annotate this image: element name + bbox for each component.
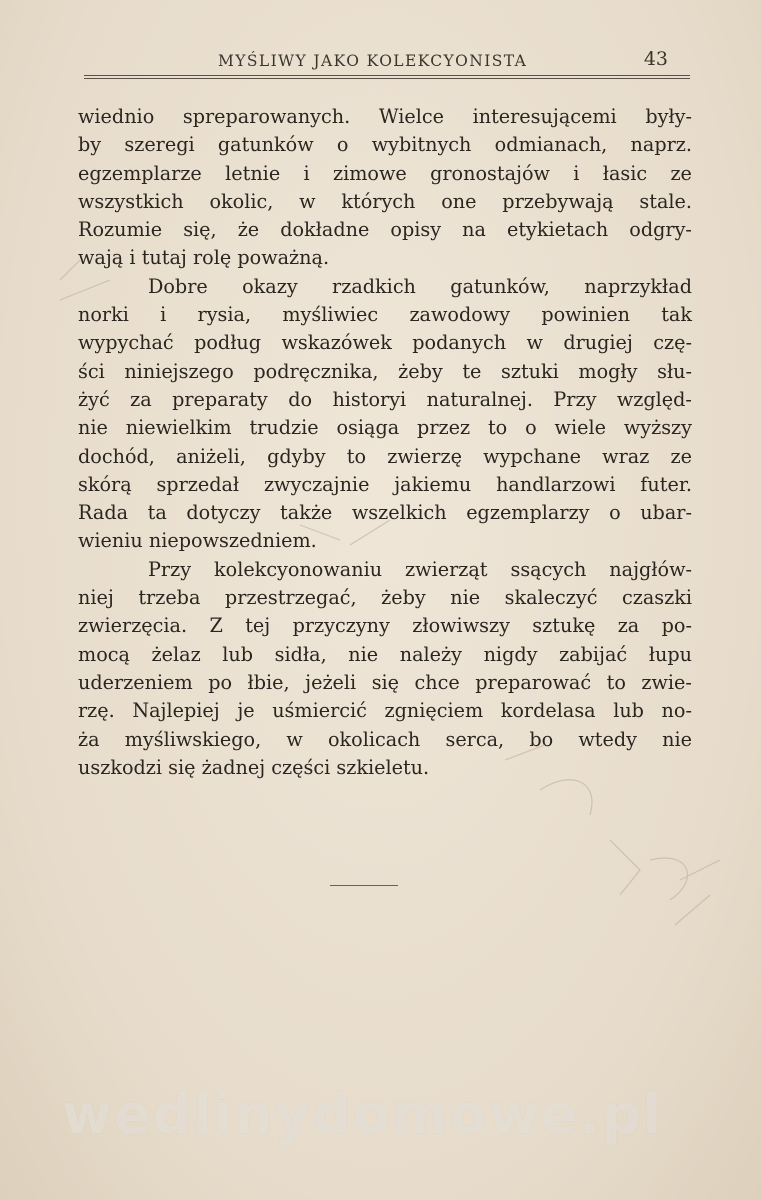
word: powinien — [541, 303, 630, 327]
page-number: 43 — [643, 48, 668, 70]
word: naprzykład — [584, 274, 692, 298]
word: ża — [78, 727, 100, 751]
word: rzadkich — [332, 274, 416, 298]
word: zawodowy — [409, 303, 511, 327]
word: ści — [78, 359, 105, 383]
word: Przy — [148, 557, 192, 581]
word: bo — [529, 727, 554, 751]
word: żeby — [381, 586, 426, 610]
word: wyższy — [623, 416, 692, 440]
text-line — [78, 697, 692, 725]
word: nigdy — [483, 642, 538, 666]
word: egzemplarzy — [466, 501, 590, 525]
word: których — [341, 189, 416, 213]
word: ssących — [510, 557, 587, 581]
word: historyi — [332, 387, 407, 411]
stamp-stroke — [650, 858, 687, 900]
text-line — [78, 584, 692, 612]
word: mocą — [78, 642, 130, 666]
word: aniżeli, — [176, 444, 246, 468]
text-line — [78, 188, 692, 216]
word: skaleczyć — [504, 586, 598, 610]
word: podręcznika, — [253, 359, 379, 383]
word: chce — [414, 670, 460, 694]
word: i — [303, 161, 310, 185]
word: handlarzowi — [496, 472, 616, 496]
word: żadnej — [201, 755, 266, 779]
word: dochód, — [78, 444, 155, 468]
stamp-stroke — [675, 895, 710, 925]
word: by — [78, 133, 102, 157]
word: rzę. — [78, 699, 115, 723]
text-line — [78, 386, 692, 414]
word: i — [573, 161, 580, 185]
word: najgłów- — [609, 557, 692, 581]
running-title: MYŚLIWY JAKO KOLEKCYONISTA — [218, 52, 528, 70]
word: etykietach — [506, 218, 609, 242]
word: łupu — [648, 642, 692, 666]
word: za — [617, 614, 640, 638]
text-line — [78, 612, 692, 640]
word: naturalnej. — [426, 387, 533, 411]
word: za — [130, 387, 152, 411]
word: części — [271, 755, 331, 779]
word: ze — [670, 444, 692, 468]
word: sztuki — [501, 359, 559, 383]
word: kordelasa — [500, 699, 596, 723]
word: że — [237, 218, 260, 242]
text-line — [78, 358, 692, 386]
word: okazy — [242, 274, 298, 298]
word: ze — [670, 161, 692, 185]
word: odmianach, — [494, 133, 608, 157]
word: do — [288, 387, 313, 411]
word: wszelkich — [351, 501, 447, 525]
word: Najlepiej — [132, 699, 220, 723]
word: w — [526, 331, 543, 355]
word: zabijać — [559, 642, 628, 666]
word: one — [441, 189, 477, 213]
text-line — [78, 244, 692, 272]
word: sprzedał — [156, 472, 240, 496]
word: opisy — [390, 218, 442, 242]
text-line — [78, 527, 692, 555]
body-text — [78, 103, 692, 782]
word: poważną. — [237, 246, 330, 270]
word: się, — [183, 218, 217, 242]
word: wają — [78, 246, 124, 270]
text-line — [78, 273, 692, 301]
word: myśliwiec — [282, 303, 379, 327]
word: zimowe — [332, 161, 407, 185]
word: wtedy — [578, 727, 637, 751]
word: wszystkich — [78, 189, 184, 213]
word: przez — [417, 416, 471, 440]
word: no- — [661, 699, 692, 723]
text-line — [78, 641, 692, 669]
word: przyczyny — [292, 614, 390, 638]
stamp-stroke — [540, 780, 592, 815]
text-line — [78, 754, 692, 782]
word: letnie — [225, 161, 281, 185]
word: sztukę — [532, 614, 596, 638]
word: gatunków — [217, 133, 314, 157]
word: rysia, — [197, 303, 252, 327]
word: szkieletu. — [336, 755, 430, 779]
word: przestrzegać, — [224, 586, 357, 610]
text-line — [78, 669, 692, 697]
word: interesującemi — [472, 105, 617, 128]
word: czaszki — [621, 586, 692, 610]
word: Dobre — [148, 274, 208, 298]
word: żelaz — [151, 642, 201, 666]
word: w — [299, 189, 316, 213]
word: wypchane — [483, 444, 581, 468]
word: uszkodzi — [78, 755, 163, 779]
header-rule — [84, 75, 690, 79]
word: zwierzę — [387, 444, 462, 468]
word: okolicach — [328, 727, 421, 751]
word: łbie, — [247, 670, 290, 694]
text-line — [78, 216, 692, 244]
word: także — [280, 501, 333, 525]
word: nie — [78, 416, 108, 440]
word: spreparowanych. — [182, 105, 351, 128]
word: lub — [222, 642, 254, 666]
word: dokładne — [280, 218, 370, 242]
word: zwyczajnie — [263, 472, 370, 496]
word: o — [336, 133, 349, 157]
text-line — [78, 103, 692, 131]
word: zgnięciem — [384, 699, 484, 723]
page-header — [80, 48, 692, 74]
word: preparaty — [172, 387, 268, 411]
word: zwierzęcia. — [78, 614, 188, 638]
word: były- — [645, 105, 692, 128]
word: mogły — [578, 359, 638, 383]
word: stale. — [639, 189, 692, 213]
word: należy — [399, 642, 462, 666]
text-line — [78, 131, 692, 159]
word: słu- — [657, 359, 692, 383]
word: lub — [613, 699, 644, 723]
word: nie — [450, 586, 481, 610]
word: rolę — [193, 246, 232, 270]
word: niej — [78, 586, 114, 610]
word: naprz. — [630, 133, 692, 157]
word: te — [462, 359, 482, 383]
word: osiąga — [336, 416, 400, 440]
word: drugiej — [563, 331, 633, 355]
section-end-rule — [330, 885, 398, 886]
word: nie — [348, 642, 379, 666]
stamp-stroke — [610, 840, 640, 895]
word: Wielce — [378, 105, 444, 128]
word: niepowszedniem. — [148, 529, 317, 553]
word: wraz — [602, 444, 650, 468]
word: przebywają — [502, 189, 614, 213]
word: trudzie — [249, 416, 319, 440]
word: i — [129, 246, 136, 270]
word: myśliwskiego, — [124, 727, 262, 751]
word: kolekcyonowaniu — [214, 557, 383, 581]
word: Rozumie — [78, 218, 163, 242]
word: czę- — [653, 331, 692, 355]
word: to — [606, 670, 626, 694]
word: podług — [194, 331, 262, 355]
text-line — [78, 160, 692, 188]
word: wieniu — [78, 529, 143, 553]
word: wiednio — [78, 105, 155, 128]
word: okolic, — [209, 189, 274, 213]
word: w — [286, 727, 303, 751]
word: skórą — [78, 472, 132, 496]
word: niniejszego — [124, 359, 234, 383]
word: łasic — [602, 161, 648, 185]
word: niewielkim — [125, 416, 232, 440]
word: tej — [245, 614, 271, 638]
word: ubar- — [640, 501, 692, 525]
word: nie — [662, 727, 692, 751]
word: gdyby — [267, 444, 326, 468]
word: po- — [661, 614, 692, 638]
word: po — [208, 670, 233, 694]
word: gronostajów — [430, 161, 550, 185]
word: Rada — [78, 501, 129, 525]
word: norki — [78, 303, 129, 327]
word: o — [525, 416, 537, 440]
word: jakiemu — [394, 472, 472, 496]
word: żyć — [78, 387, 110, 411]
word: zwierząt — [405, 557, 488, 581]
word: trzeba — [138, 586, 201, 610]
word: wybitnych — [371, 133, 472, 157]
word: ta — [147, 501, 167, 525]
word: się — [371, 670, 400, 694]
watermark: wedlinydomowe.pl — [62, 1083, 664, 1146]
word: względ- — [616, 387, 692, 411]
word: podanych — [412, 331, 507, 355]
text-line — [78, 499, 692, 527]
word: Z — [209, 614, 223, 638]
word: preparować — [475, 670, 592, 694]
word: egzemplarze — [78, 161, 202, 185]
word: o — [609, 501, 621, 525]
word: to — [346, 444, 367, 468]
text-line — [78, 471, 692, 499]
text-line — [78, 329, 692, 357]
word: dotyczy — [186, 501, 261, 525]
word: i — [160, 303, 167, 327]
text-line — [78, 414, 692, 442]
word: gatunków, — [450, 274, 550, 298]
word: jeżeli — [305, 670, 357, 694]
word: żeby — [398, 359, 443, 383]
word: to — [487, 416, 508, 440]
word: je — [237, 699, 255, 723]
word: na — [462, 218, 486, 242]
word: szeregi — [124, 133, 195, 157]
word: Przy — [553, 387, 597, 411]
text-line — [78, 443, 692, 471]
stamp-stroke — [60, 260, 80, 280]
word: sidła, — [274, 642, 327, 666]
text-line — [78, 301, 692, 329]
word: uśmiercić — [272, 699, 367, 723]
word: wypychać — [78, 331, 174, 355]
word: złowiwszy — [412, 614, 510, 638]
word: uderzeniem — [78, 670, 193, 694]
word: serca, — [445, 727, 505, 751]
word: wiele — [554, 416, 606, 440]
word: tutaj — [141, 246, 187, 270]
word: futer. — [640, 472, 692, 496]
word: odgry- — [629, 218, 692, 242]
word: wskazówek — [281, 331, 392, 355]
word: tak — [661, 303, 692, 327]
text-line — [78, 726, 692, 754]
text-line — [78, 556, 692, 584]
word: się — [168, 755, 196, 779]
stamp-stroke — [680, 860, 720, 880]
word: zwie- — [641, 670, 692, 694]
